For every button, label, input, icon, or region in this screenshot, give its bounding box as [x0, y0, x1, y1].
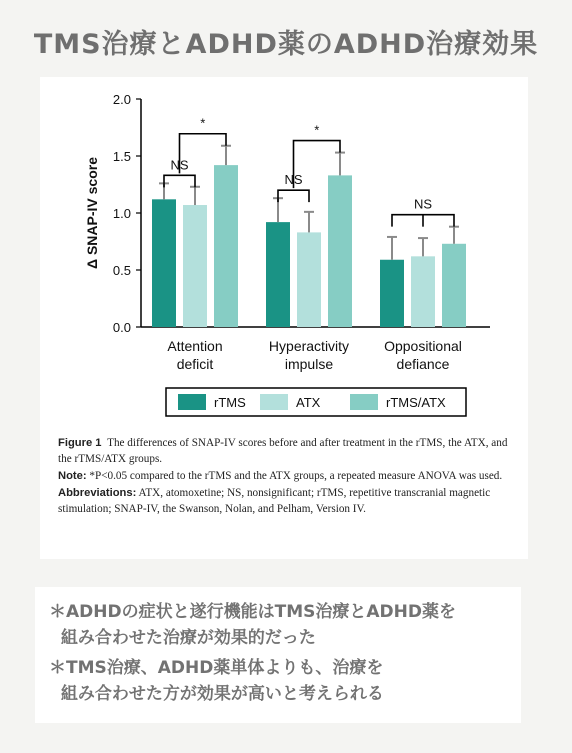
- x-category-label: defiance: [396, 356, 450, 372]
- legend-swatch: [178, 394, 206, 410]
- legend-label: rTMS/ATX: [386, 395, 446, 410]
- legend-swatch: [350, 394, 378, 410]
- bar-chart: [40, 77, 528, 427]
- y-tick-label: 1.0: [112, 206, 131, 221]
- legend-label: ATX: [296, 395, 321, 410]
- figure-card: [40, 77, 528, 559]
- page-title: TMS治療とADHD薬のADHD治療効果: [33, 29, 539, 60]
- y-tick-label: 0.5: [112, 263, 131, 278]
- note-text: *P<0.05 compared to the rTMS and the ATX groups, a repeated measure ANOVA was used.: [89, 470, 503, 482]
- y-axis-title: Δ SNAP-IV score: [84, 157, 100, 269]
- x-category-label: impulse: [284, 356, 334, 372]
- significance-inner-label: NS: [284, 172, 303, 188]
- y-tick-label: 0.0: [112, 320, 131, 335]
- summary-note-2: ＊TMS治療、ADHD薬単体よりも、治療を 組み合わせた方が効果が高いと考えられる: [49, 658, 384, 704]
- figure-caption: [58, 435, 518, 518]
- summary-box: [35, 587, 521, 723]
- bar-rtms: [266, 222, 290, 327]
- bar-atx: [411, 256, 435, 327]
- significance-outer-label: *: [200, 115, 206, 131]
- significance-inner-label: NS: [170, 157, 189, 173]
- significance-group-label: NS: [413, 196, 433, 212]
- bar-atx: [183, 205, 207, 327]
- significance-inner-bracket: [164, 175, 195, 187]
- abbreviations-label: Abbreviations:: [58, 487, 137, 499]
- x-category-label: Attention: [167, 338, 223, 354]
- summary-note-1: ＊ADHDの症状と遂行機能はTMS治療とADHD薬を 組み合わせた治療が効果的だった: [49, 602, 456, 648]
- y-tick-label: 1.5: [112, 149, 131, 164]
- bar-rtms: [152, 199, 176, 327]
- significance-outer-label: *: [314, 122, 320, 138]
- bar-rtms-atx: [214, 165, 238, 327]
- legend-swatch: [260, 394, 288, 410]
- abbreviations-text: ATX, atomoxetine; NS, nonsignificant; rTMS, repetitive transcranial magnetic stimulation; SNAP-IV, the Swanson, Nolan, and Pelham, Version IV.: [58, 487, 491, 515]
- y-tick-label: 2.0: [112, 92, 131, 107]
- legend-label: rTMS: [214, 395, 246, 410]
- bar-rtms-atx: [328, 175, 352, 327]
- x-category-label: Hyperactivity: [268, 338, 350, 354]
- caption-text: The differences of SNAP-IV scores before and after treatment in the rTMS, the ATX, and the rTMS/ATX groups.: [58, 437, 508, 465]
- note-label: Note:: [58, 470, 87, 482]
- significance-inner-bracket: [278, 190, 309, 202]
- x-category-label: deficit: [176, 356, 214, 372]
- caption-label: Figure 1: [58, 437, 102, 449]
- bar-rtms: [380, 260, 404, 327]
- bar-atx: [297, 232, 321, 327]
- x-category-label: Oppositional: [384, 338, 462, 354]
- bar-rtms-atx: [442, 244, 466, 327]
